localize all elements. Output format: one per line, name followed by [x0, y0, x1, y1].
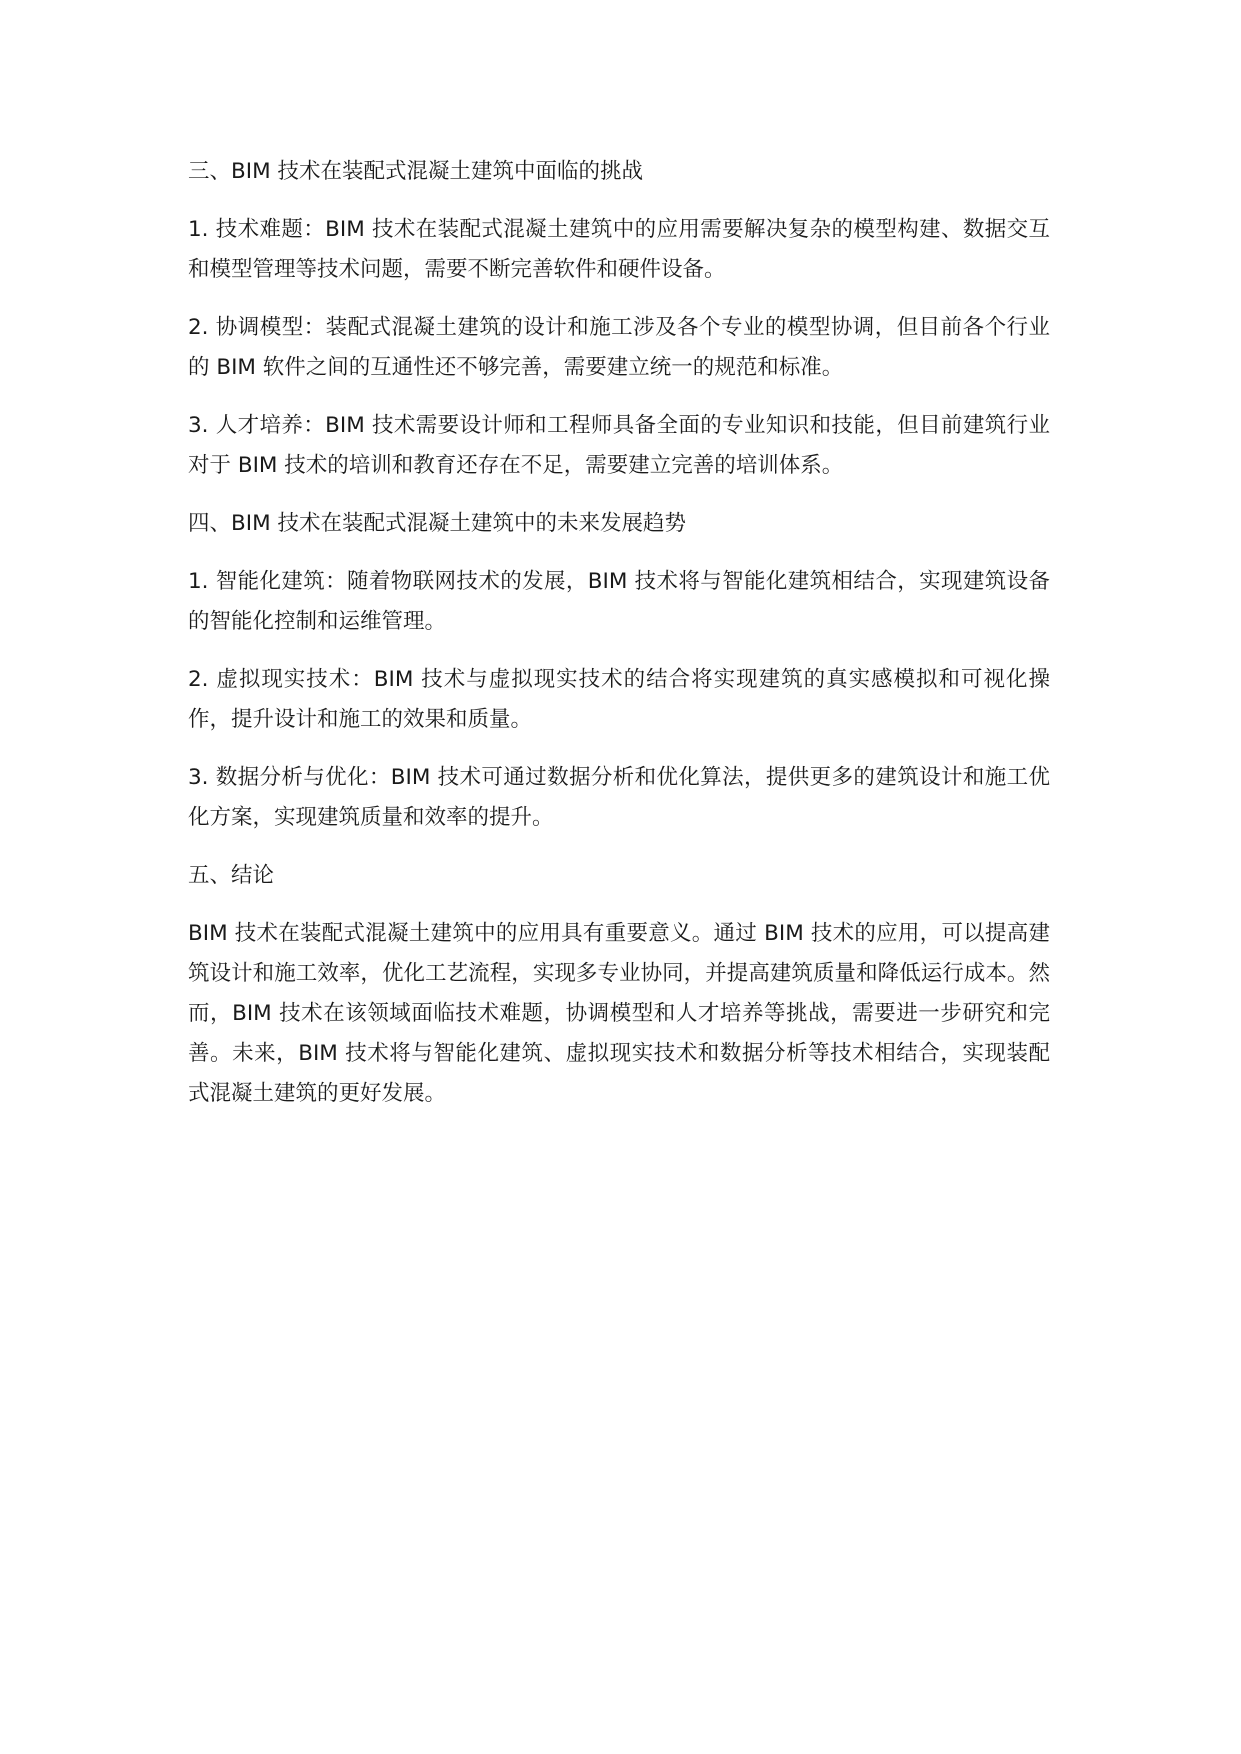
- section-3-item-2: 2. 协调模型：装配式混凝土建筑的设计和施工涉及各个专业的模型协调，但目前各个行业的 BIM 软件之间的互通性还不够完善，需要建立统一的规范和标准。: [188, 315, 1050, 380]
- section-4-item-3: 3. 数据分析与优化：BIM 技术可通过数据分析和优化算法，提供更多的建筑设计和施工优化方案，实现建筑质量和效率的提升。: [188, 765, 1050, 830]
- conclusion-paragraph: BIM 技术在装配式混凝土建筑中的应用具有重要意义。通过 BIM 技术的应用，可以提高建筑设计和施工效率，优化工艺流程，实现多专业协同，并提高建筑质量和降低运行成本。然而，BIM 技术在该领域面临技术难题，协调模型和人才培养等挑战，需要进一步研究和完善。未来，BIM 技术将与智能化建筑、虚拟现实技术和数据分析等技术相结合，实现装配式混凝土建筑的更好发展。: [188, 921, 1050, 1106]
- section-4-item-1: 1. 智能化建筑：随着物联网技术的发展，BIM 技术将与智能化建筑相结合，实现建筑设备的智能化控制和运维管理。: [188, 569, 1050, 634]
- section-3-item-3: 3. 人才培养：BIM 技术需要设计师和工程师具备全面的专业知识和技能，但目前建筑行业对于 BIM 技术的培训和教育还存在不足，需要建立完善的培训体系。: [188, 413, 1050, 478]
- section-4-item-2: 2. 虚拟现实技术：BIM 技术与虚拟现实技术的结合将实现建筑的真实感模拟和可视化操作，提升设计和施工的效果和质量。: [188, 667, 1050, 732]
- section-4-heading: 四、BIM 技术在装配式混凝土建筑中的未来发展趋势: [188, 511, 686, 536]
- section-5-heading: 五、结论: [188, 863, 275, 888]
- document-content: [188, 152, 1050, 1132]
- section-3-heading: 三、BIM 技术在装配式混凝土建筑中面临的挑战: [188, 159, 643, 184]
- section-3-item-1: 1. 技术难题：BIM 技术在装配式混凝土建筑中的应用需要解决复杂的模型构建、数据交互和模型管理等技术问题，需要不断完善软件和硬件设备。: [188, 217, 1050, 282]
